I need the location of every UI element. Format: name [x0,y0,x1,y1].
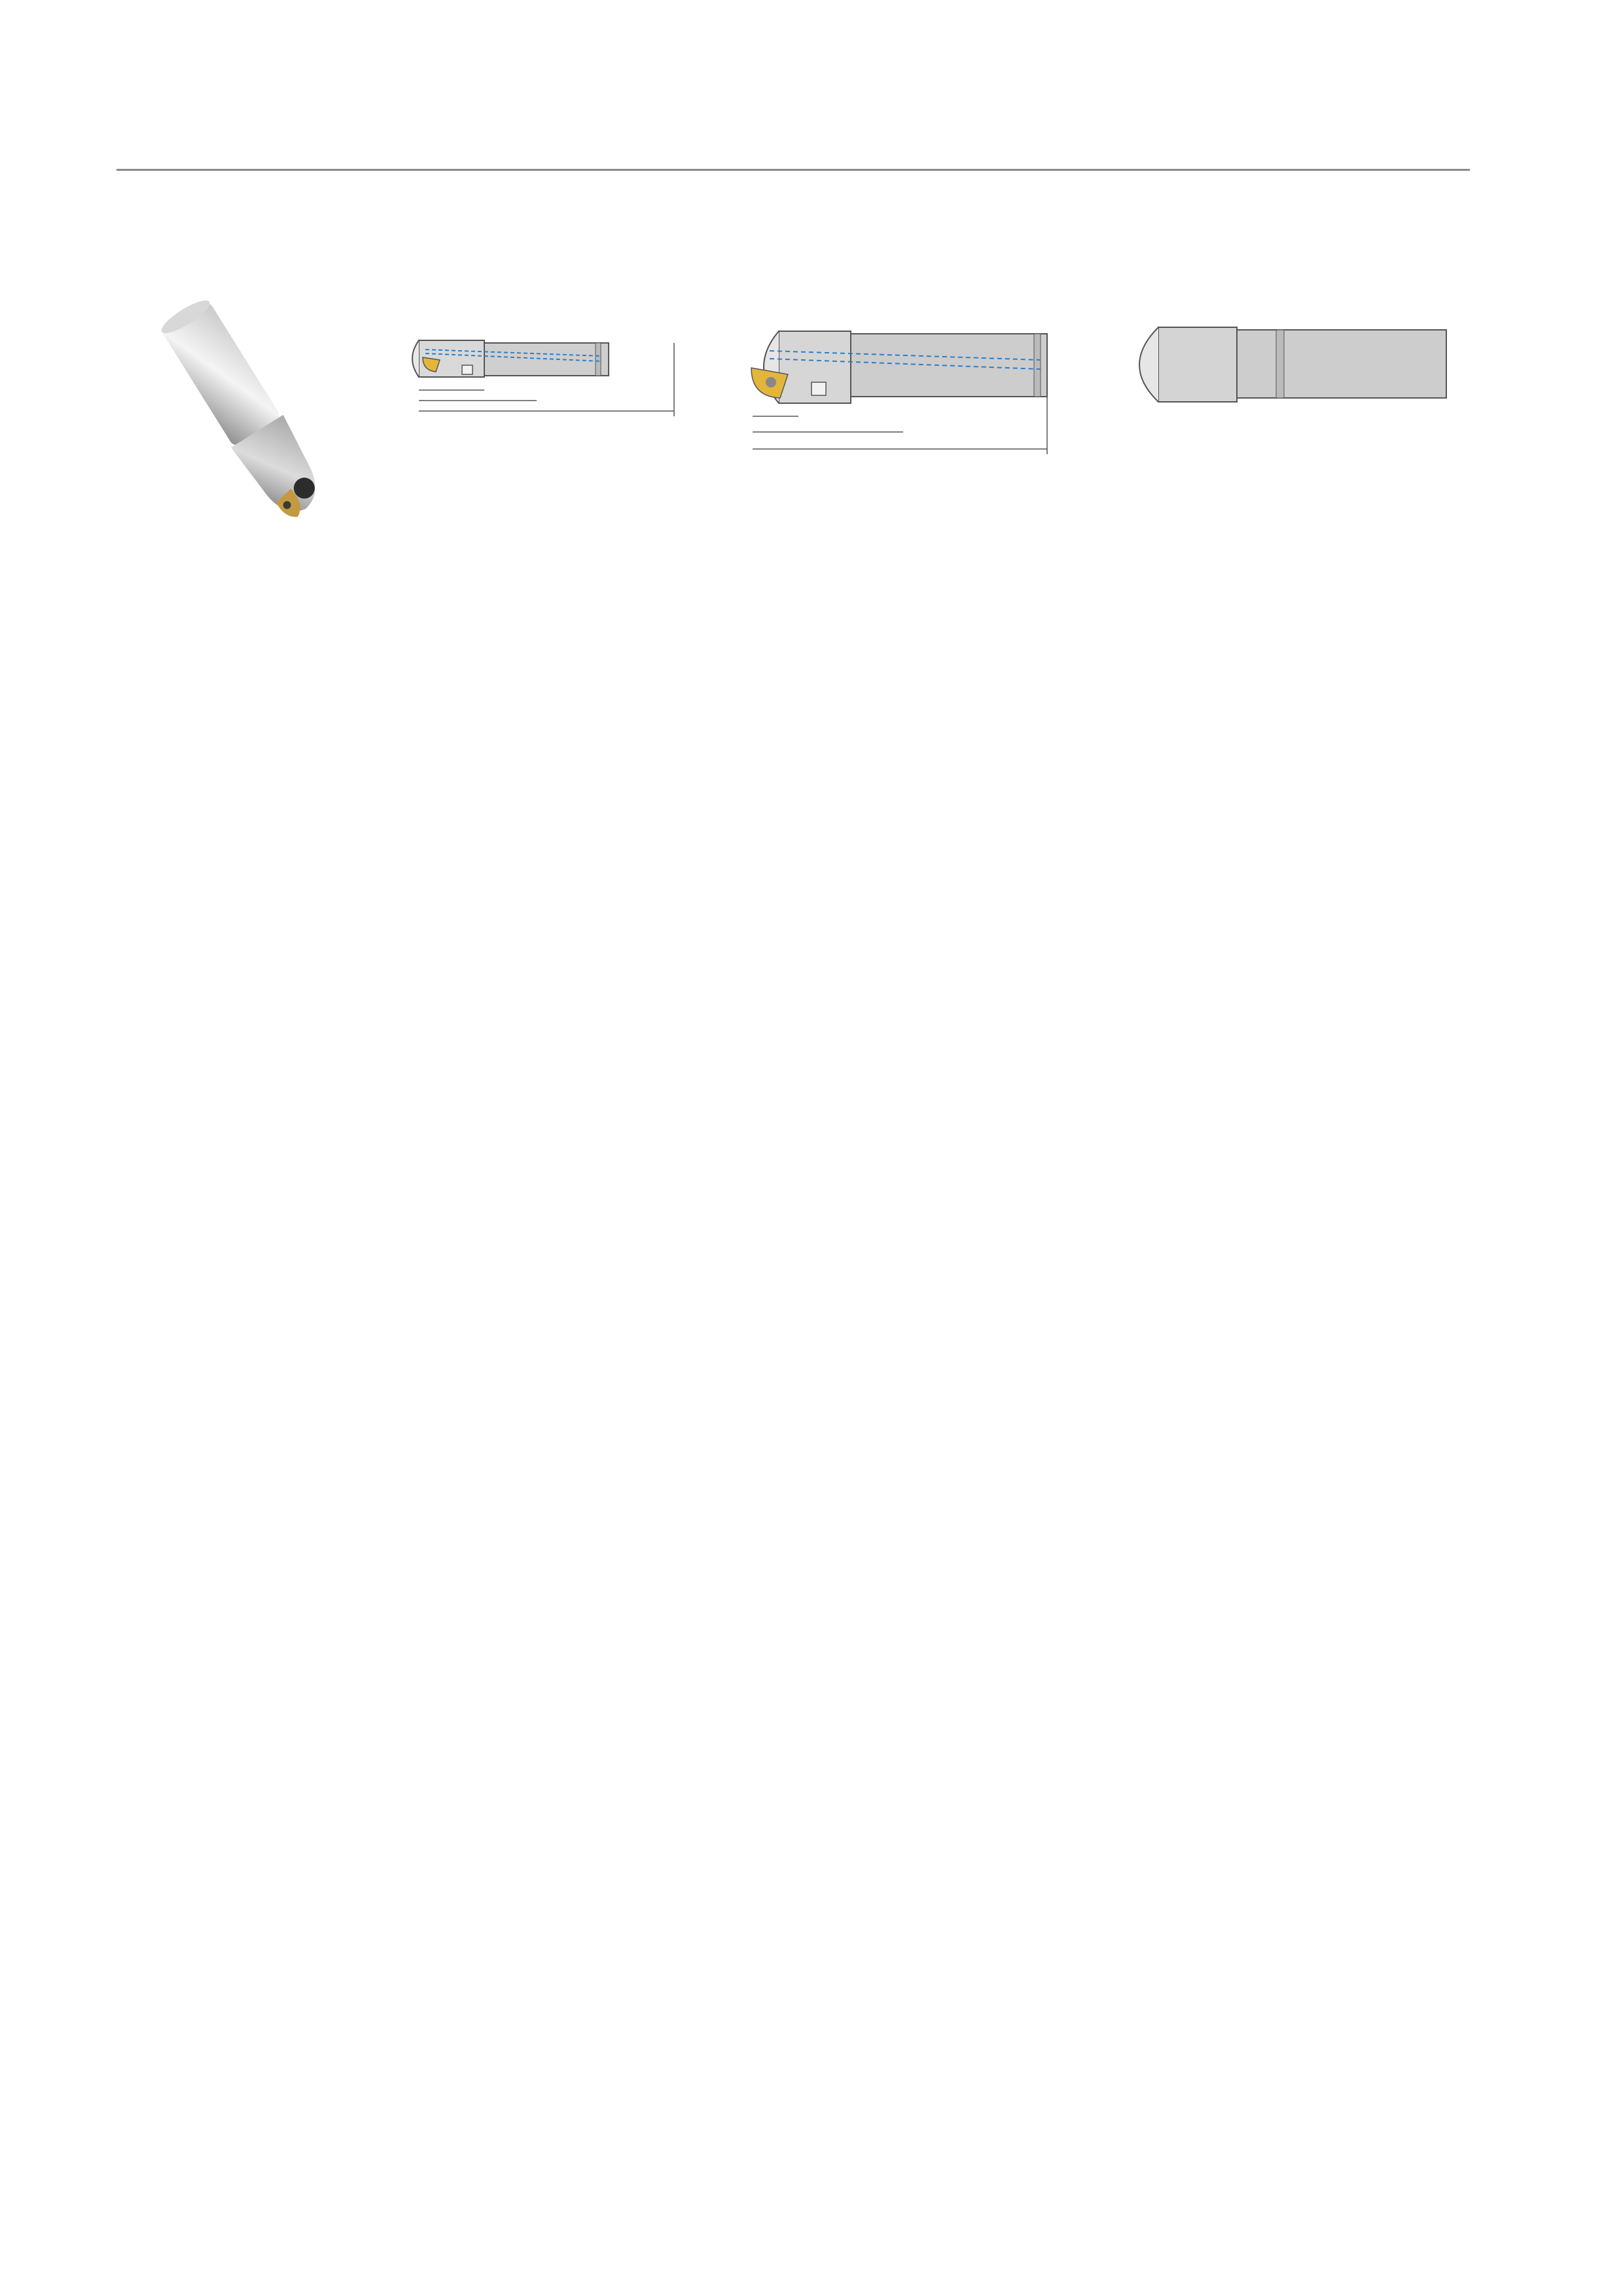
figure-3-drawing [1080,314,1479,471]
figure-2-drawing [707,321,1073,465]
page-title [115,185,124,249]
product-photo [110,275,385,556]
figure-1-drawing [380,327,681,432]
header-divider [116,169,1470,171]
